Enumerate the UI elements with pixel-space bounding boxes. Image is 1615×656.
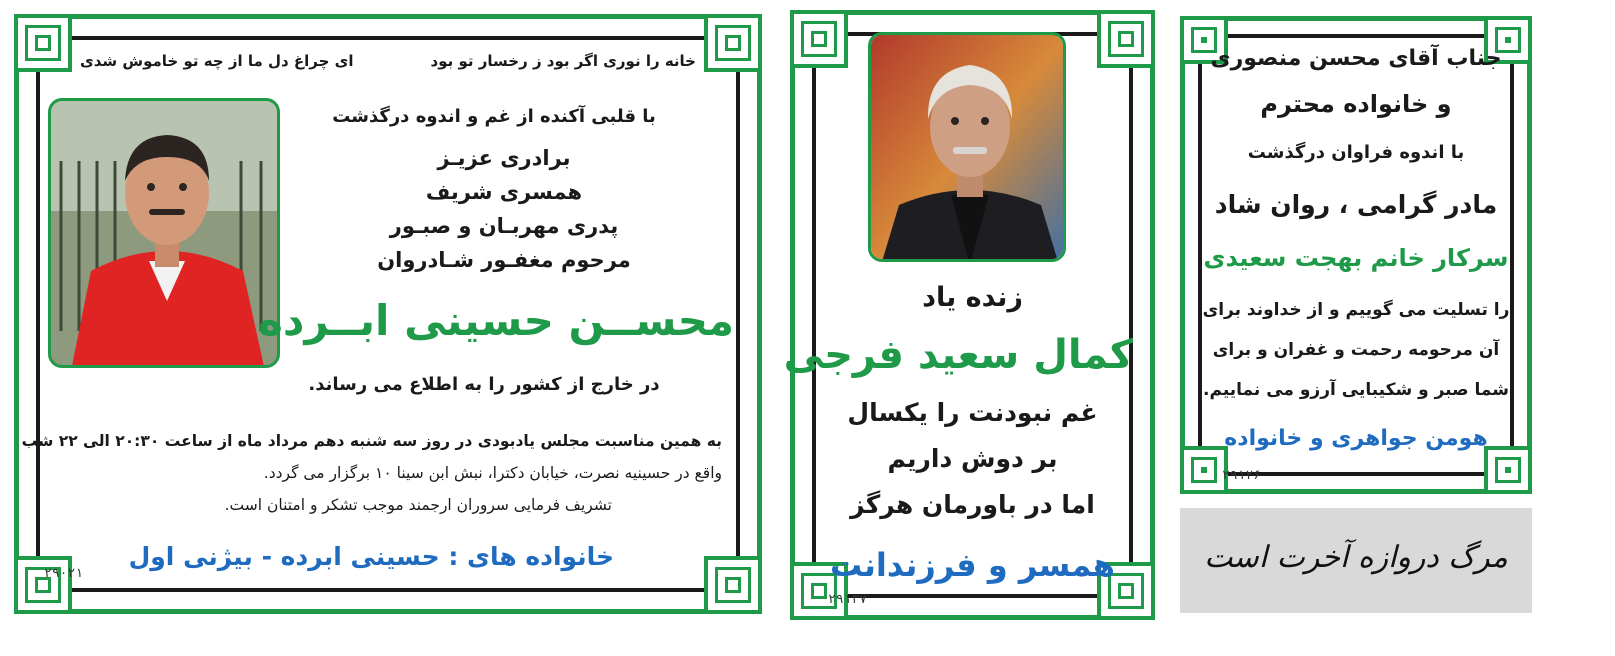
sorrow-text: با اندوه فراوان درگذشت bbox=[1247, 142, 1465, 163]
corner-ornament bbox=[704, 556, 762, 614]
corner-ornament bbox=[790, 10, 848, 68]
quote-box bbox=[1180, 508, 1532, 613]
quote-text: مرگ دروازه آخرت است bbox=[1204, 540, 1508, 575]
ad-code: ۲۹۰۲۱ bbox=[44, 566, 84, 581]
verse-1: غم نبودنت را یکسال bbox=[847, 398, 1098, 427]
verse-3: اما در باورمان هرگز bbox=[850, 490, 1095, 519]
title-husband: همسری شریف bbox=[425, 180, 583, 204]
corner-ornament bbox=[14, 556, 72, 614]
poem-right: خانه را نوری اگر بود ز رخسار تو بود bbox=[430, 52, 696, 70]
addressee-line: جناب آقای محسن منصوری bbox=[1210, 46, 1502, 71]
obituary-ad-hosseini bbox=[14, 14, 762, 614]
title-deceased: مرحوم مغفـور شـادروان bbox=[377, 248, 631, 272]
verse-2: بر دوش داریم bbox=[887, 444, 1058, 473]
condolence-line-3: شما صبر و شکیبایی آرزو می نماییم. bbox=[1203, 380, 1509, 400]
deceased-name: محســن حسینی ابــرده bbox=[258, 296, 734, 345]
condolence-line-1: را تسلیت می گوییم و از خداوند برای bbox=[1202, 300, 1510, 320]
deceased-name: سرکار خانم بهجت سعیدی bbox=[1203, 244, 1509, 272]
corner-ornament bbox=[14, 14, 72, 72]
sender-signature: هومن جواهری و خانواده bbox=[1224, 426, 1488, 451]
title-father: پدری مهربـان و صبـور bbox=[389, 214, 619, 238]
ad-code: ۲۹۱۲۶ bbox=[1222, 468, 1262, 483]
families-signature: خانواده های : حسینی ابرده - بیژنی اول bbox=[128, 542, 614, 571]
title-brother: برادری عزیـز bbox=[437, 146, 571, 170]
corner-ornament bbox=[1180, 446, 1228, 494]
poem-left: ای چراغ دل ما از چه تو خاموش شدی bbox=[80, 52, 354, 70]
corner-ornament bbox=[1097, 10, 1155, 68]
condolence-line-2: آن مرحومه رحمت و غفران و برای bbox=[1212, 340, 1500, 360]
intro-text: با قلبی آکنده از غم و اندوه درگذشت bbox=[332, 106, 656, 127]
family-signature: همسر و فرزندانت bbox=[830, 546, 1115, 584]
portrait-illustration bbox=[871, 35, 1066, 262]
portrait-photo bbox=[868, 32, 1066, 262]
portrait-photo bbox=[48, 98, 280, 368]
corner-ornament bbox=[1484, 446, 1532, 494]
obituary-ad-faraji bbox=[783, 10, 1155, 620]
relation-text: مادر گرامی ، روان شاد bbox=[1214, 190, 1498, 219]
corner-ornament bbox=[704, 14, 762, 72]
portrait-illustration bbox=[51, 101, 280, 368]
abroad-text: در خارج از کشور را به اطلاع می رساند. bbox=[308, 374, 660, 395]
ad-code: ۲۹۱۳۷ bbox=[828, 592, 868, 607]
ceremony-line-3: تشریف فرمایی سروران ارجمند موجب تشکر و امتنان است. bbox=[224, 496, 612, 514]
addressee-family: و خانواده محترم bbox=[1260, 90, 1452, 118]
memorial-heading: زنده یاد bbox=[922, 282, 1023, 313]
condolence-ad-mansouri bbox=[1180, 16, 1532, 494]
ceremony-line-1: به همین مناسبت مجلس یادبودی در روز سه شنبه دهم مرداد ماه از ساعت ۲۰:۳۰ الی ۲۲ شب bbox=[21, 432, 722, 450]
deceased-name: کمال سعید فرجی bbox=[783, 332, 1133, 378]
ceremony-line-2: واقع در حسینیه نصرت، خیابان دکترا، نبش ابن سینا ۱۰ برگزار می گردد. bbox=[263, 464, 722, 482]
